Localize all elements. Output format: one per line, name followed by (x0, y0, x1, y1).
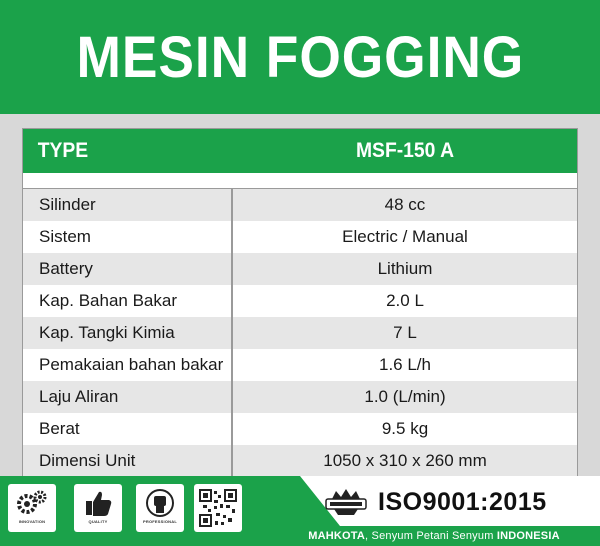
row-value: 1.0 (L/min) (364, 387, 446, 406)
row-value: Electric / Manual (342, 227, 468, 246)
iso-certification (322, 484, 592, 520)
spec-spacer (23, 173, 577, 189)
table-row (23, 381, 577, 413)
spec-rows (23, 189, 577, 477)
qr-code-icon (198, 488, 238, 528)
innovation-badge (8, 484, 56, 532)
badge-caption: QUALITY (88, 519, 108, 524)
fist-icon (142, 488, 178, 518)
row-label: Dimensi Unit (23, 445, 233, 477)
badge-caption: PROFESSIONAL (143, 519, 177, 524)
spec-header-key: TYPE (37, 139, 89, 162)
title-banner (0, 0, 600, 114)
country: INDONESIA (496, 530, 560, 542)
gears-icon (14, 488, 50, 518)
row-value: 2.0 L (386, 291, 424, 310)
footer (0, 476, 600, 546)
table-row (23, 317, 577, 349)
iso-label: ISO9001:2015 (378, 487, 547, 516)
professional-badge (136, 484, 184, 532)
row-label: Berat (23, 413, 233, 445)
spec-panel (0, 114, 600, 476)
qr-code-badge[interactable] (194, 484, 242, 532)
row-label: Laju Aliran (23, 381, 233, 413)
table-row (23, 445, 577, 477)
row-value: 1050 x 310 x 260 mm (323, 451, 487, 470)
table-row (23, 253, 577, 285)
spec-header (23, 129, 577, 173)
row-value: 1.6 L/h (379, 355, 431, 374)
crown-seal-icon (322, 487, 370, 517)
table-row (23, 413, 577, 445)
table-row (23, 349, 577, 381)
row-label: Silinder (23, 189, 233, 221)
row-value: Lithium (377, 259, 433, 278)
tagline (268, 526, 600, 546)
row-label: Kap. Bahan Bakar (23, 285, 233, 317)
spec-table (22, 128, 578, 478)
quality-badge (74, 484, 122, 532)
brand-name: MAHKOTA (308, 530, 366, 542)
row-value: 7 L (393, 323, 417, 342)
table-row (23, 189, 577, 221)
badge-caption: INNOVATION (18, 519, 46, 524)
table-row (23, 221, 577, 253)
page-title: MESIN FOGGING (76, 24, 524, 90)
table-row (23, 285, 577, 317)
thumbs-up-icon (80, 488, 116, 518)
row-value: 48 cc (384, 195, 426, 214)
row-label: Kap. Tangki Kimia (23, 317, 233, 349)
row-label: Battery (23, 253, 233, 285)
row-label: Sistem (23, 221, 233, 253)
spec-header-value: MSF-150 A (355, 139, 455, 162)
row-label: Pemakaian bahan bakar (23, 349, 233, 381)
slogan: , Senyum Petani Senyum (365, 530, 497, 542)
row-value: 9.5 kg (381, 419, 429, 438)
